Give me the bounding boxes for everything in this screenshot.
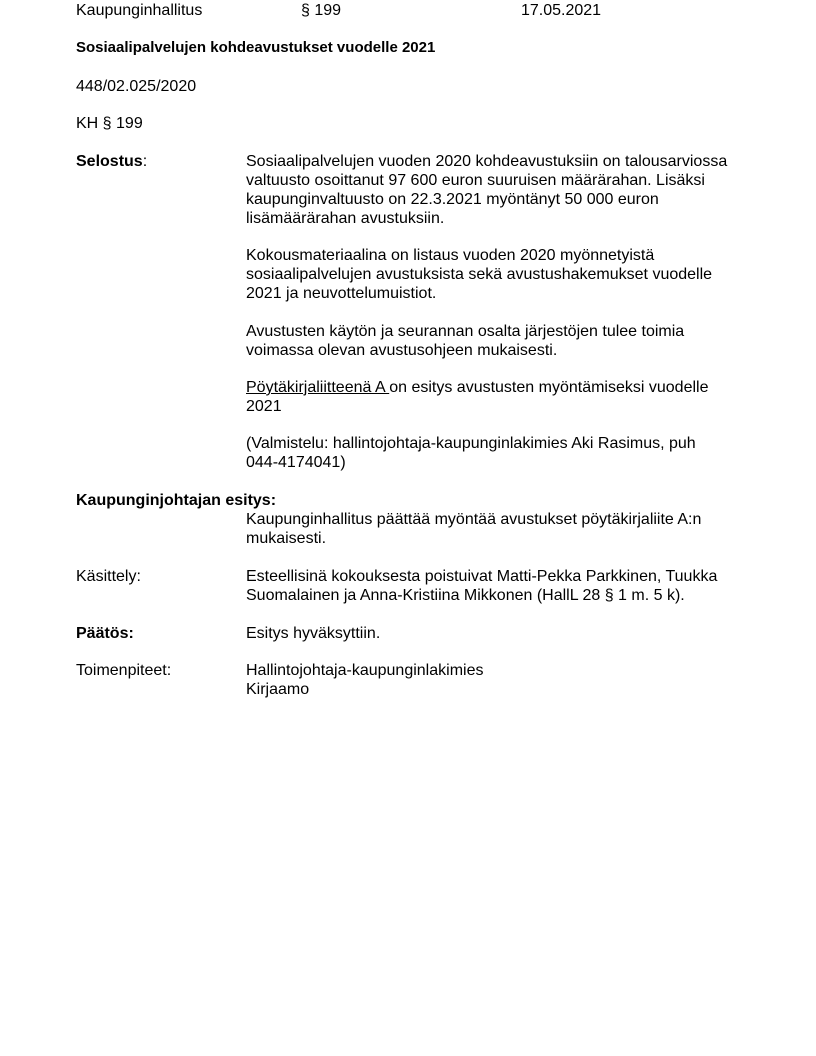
text-line — [246, 378, 756, 397]
text-line: Suomalainen ja Anna-Kristiina Mikkonen (HallL 28 § 1 m. 5 k). — [246, 587, 685, 604]
proposal-text — [246, 510, 756, 548]
selostus-paragraph-3 — [246, 322, 756, 360]
selostus-preparer — [246, 434, 756, 472]
header-date: 17.05.2021 — [521, 2, 602, 19]
selostus-paragraph-2 — [246, 246, 756, 303]
attachment-link[interactable]: Pöytäkirjaliitteenä A — [246, 379, 390, 396]
text-line: Avustusten käytön ja seurannan osalta järjestöjen tulee toimia — [246, 323, 685, 340]
text-line: 2021 ja neuvottelumuistiot. — [246, 285, 437, 302]
selostus-attachment — [246, 378, 756, 416]
text-line: Esteellisinä kokouksesta poistuivat Matti-Pekka Parkkinen, Tuukka — [246, 568, 718, 585]
selostus-paragraph-1 — [246, 152, 756, 228]
toimenpiteet-label: Toimenpiteet: — [76, 662, 172, 679]
text-line: Sosiaalipalvelujen vuoden 2020 kohdeavustuksiin on talousarviossa — [246, 153, 728, 170]
toimenpiteet-text — [246, 661, 756, 699]
text-line: Kirjaamo — [246, 681, 310, 698]
selostus-label — [76, 152, 147, 171]
record-number: 448/02.025/2020 — [76, 78, 197, 95]
paatos-label: Päätös: — [76, 625, 134, 642]
text-line: valtuusto osoittanut 97 600 euron suuruisen määrärahan. Lisäksi — [246, 172, 705, 189]
text-line: (Valmistelu: hallintojohtaja-kaupunginlakimies Aki Rasimus, puh — [246, 435, 696, 452]
kh-reference: KH § 199 — [76, 115, 143, 132]
text-line: 2021 — [246, 398, 282, 415]
proposal-label: Kaupunginjohtajan esitys: — [76, 492, 277, 509]
text-line: sosiaalipalvelujen avustuksista sekä avustushakemukset vuodelle — [246, 266, 713, 283]
text-line: mukaisesti. — [246, 530, 327, 547]
paatos-text: Esitys hyväksyttiin. — [246, 625, 381, 642]
text-line: Kaupunginhallitus päättää myöntää avustukset pöytäkirjaliite A:n — [246, 511, 702, 528]
text-line: 044-4174041) — [246, 454, 346, 471]
text-line: lisämäärärahan avustuksiin. — [246, 210, 445, 227]
kasittely-label: Käsittely: — [76, 568, 141, 585]
text-line: voimassa olevan avustusohjeen mukaisesti. — [246, 342, 558, 359]
text-line: Hallintojohtaja-kaupunginlakimies — [246, 662, 484, 679]
selostus-label-text: Selostus — [76, 153, 143, 170]
header-body: Kaupunginhallitus — [76, 2, 203, 19]
document-title: Sosiaalipalvelujen kohdeavustukset vuodelle 2021 — [76, 39, 436, 56]
text-line: kaupunginvaltuusto on 22.3.2021 myöntänyt 50 000 euron — [246, 191, 659, 208]
header-section: § 199 — [301, 2, 342, 19]
selostus-colon: : — [142, 153, 148, 170]
kasittely-text — [246, 567, 756, 605]
text-line: Kokousmateriaalina on listaus vuoden 2020 myönnetyistä — [246, 247, 655, 264]
attachment-rest: on esitys avustusten myöntämiseksi vuodelle — [389, 379, 709, 396]
